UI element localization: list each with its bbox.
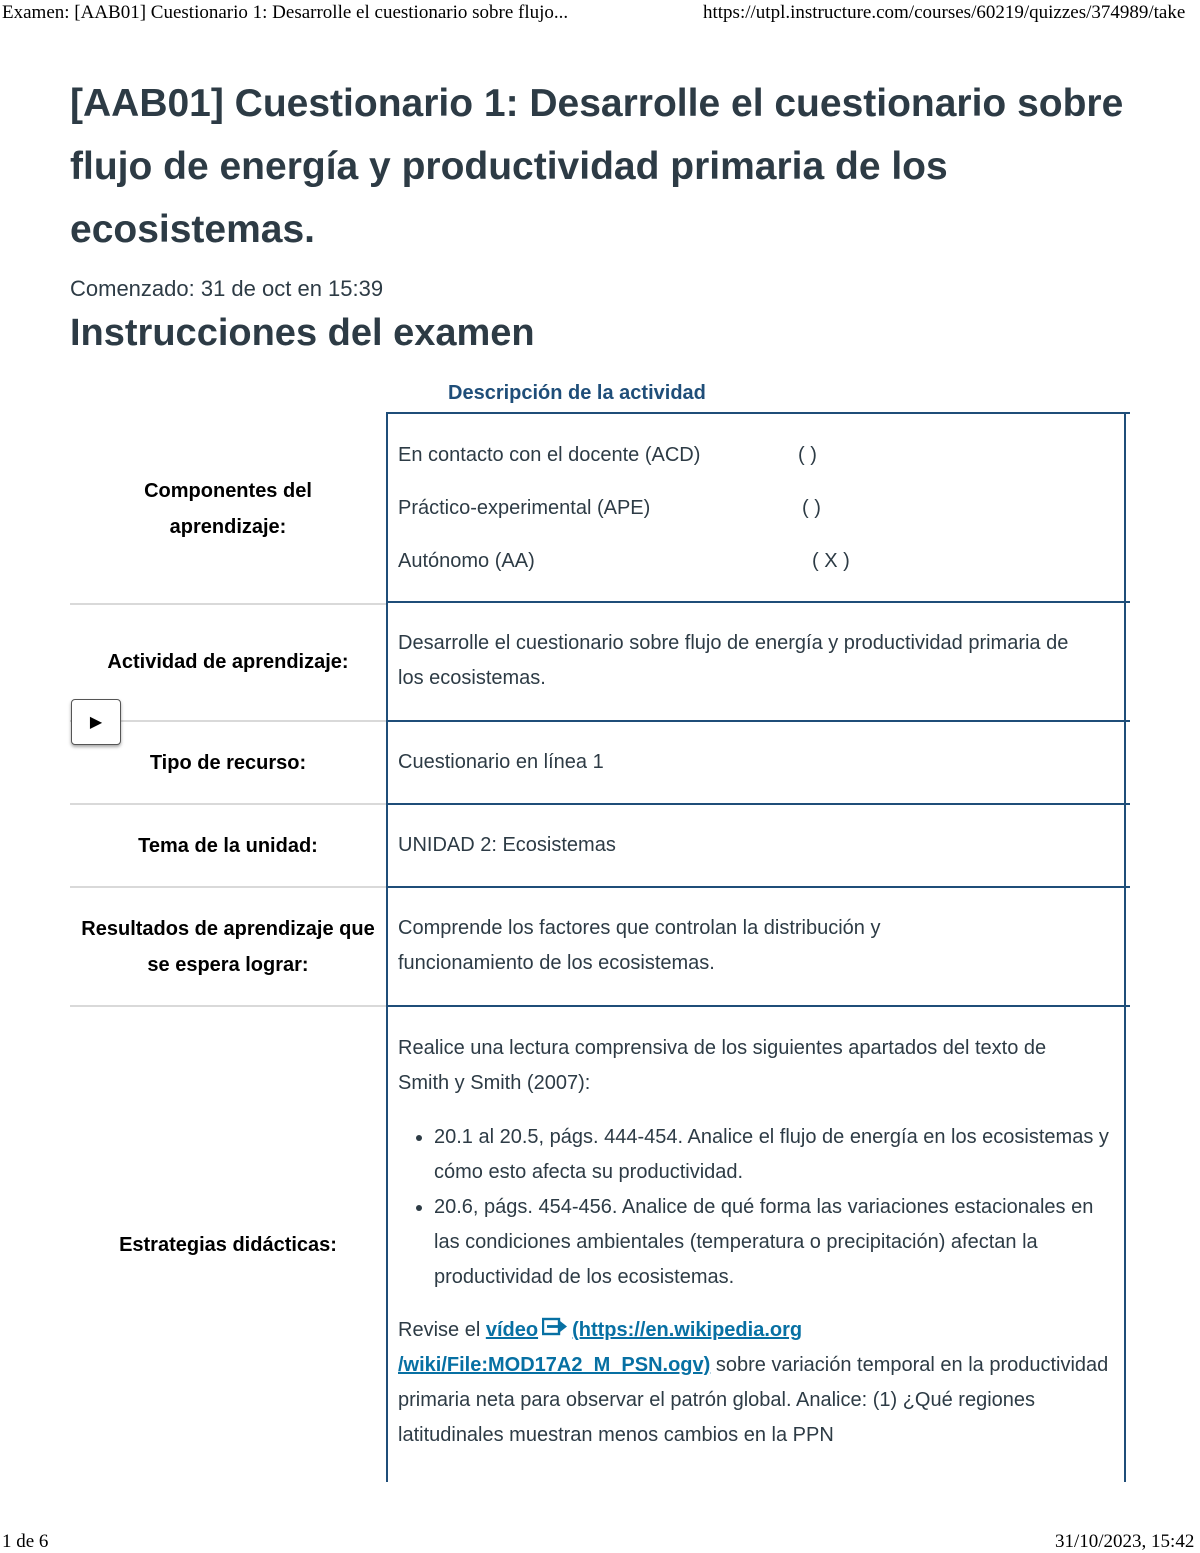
unit-label: Tema de la unidad: (138, 834, 318, 857)
instructions-heading: Instrucciones del examen (70, 312, 535, 354)
quiz-started-time: Comenzado: 31 de oct en 15:39 (70, 276, 384, 301)
video-suffix: sobre variación temporal en la productividad primaria neta para observar el patrón global. Analice: (1) ¿Qué regiones latitudinales muestran menos cambios en la PPN (398, 1354, 1109, 1447)
print-footer-date: 31/10/2023, 15:42 (1055, 1531, 1195, 1552)
table-row-outcomes (70, 888, 1130, 1005)
component-aa: Autónomo (AA) (398, 550, 535, 572)
resource-value: Cuestionario en línea 1 (386, 722, 1126, 803)
list-item: • 20.6, págs. 454-456. Analice de qué forma las variaciones estacionales en las condiciones ambientales (temperatura o precipitación) afectan la productividad de los ecosistemas. (434, 1190, 1112, 1295)
resource-label: Tipo de recurso: (149, 751, 307, 774)
strategies-reading-list (398, 1120, 1112, 1295)
components-cell (386, 414, 1126, 603)
print-footer-page: 1 de 6 (2, 1531, 49, 1552)
unit-value: UNIDAD 2: Ecosistemas (386, 805, 1126, 886)
table-row-activity (70, 603, 1130, 720)
video-url-link[interactable]: (https://en.wikipedia.org /wiki/File:MOD17A2_M_PSN.ogv) (398, 1319, 803, 1377)
outcomes-value: Comprende los factores que controlan la distribución y funcionamiento de los ecosistemas. (386, 888, 1126, 1005)
component-aa-mark: ( X ) (812, 550, 850, 572)
strategies-label: Estrategias didácticas: (119, 1233, 337, 1256)
components-label: Componentes del aprendizaje: (144, 479, 312, 538)
component-acd: En contacto con el docente (ACD) (398, 444, 701, 466)
table-caption: Descripción de la actividad (448, 382, 706, 404)
strategies-intro: Realice una lectura comprensiva de los siguientes apartados del texto de Smith y Smith (2007): (398, 1037, 1047, 1094)
strategies-cell (386, 1007, 1126, 1482)
component-ape-mark: ( ) (802, 497, 821, 519)
activity-label: Actividad de aprendizaje: (107, 650, 349, 673)
table-row-strategies (70, 1007, 1130, 1482)
quiz-title: [AAB01] Cuestionario 1: Desarrolle el cuestionario sobre flujo de energía y productividad primaria de los ecosistemas. (70, 82, 1124, 251)
component-acd-mark: ( ) (798, 444, 817, 466)
activity-description-table (70, 412, 1130, 1482)
play-button[interactable] (71, 699, 121, 745)
outcomes-label: Resultados de aprendizaje que se espera lograr: (81, 917, 375, 976)
video-link[interactable]: vídeo (485, 1319, 539, 1341)
play-icon: ▶ (89, 714, 103, 731)
table-row-unit (70, 805, 1130, 886)
print-header-title: Examen: [AAB01] Cuestionario 1: Desarrolle el cuestionario sobre flujo... (2, 2, 569, 23)
component-ape: Práctico-experimental (APE) (398, 497, 651, 519)
external-link-icon[interactable] (542, 1313, 568, 1348)
table-row-resource (70, 722, 1130, 803)
print-header-url: https://utpl.instructure.com/courses/60219/quizzes/374989/take (703, 2, 1186, 23)
activity-value: Desarrolle el cuestionario sobre flujo de energía y productividad primaria de los ecosistemas. (386, 603, 1126, 720)
video-prefix: Revise el (398, 1319, 481, 1341)
table-row-components (70, 414, 1130, 603)
list-item: • 20.1 al 20.5, págs. 444-454. Analice el flujo de energía en los ecosistemas y cómo esto afecta su productividad. (434, 1120, 1112, 1190)
strategies-video-paragraph (398, 1313, 1112, 1453)
